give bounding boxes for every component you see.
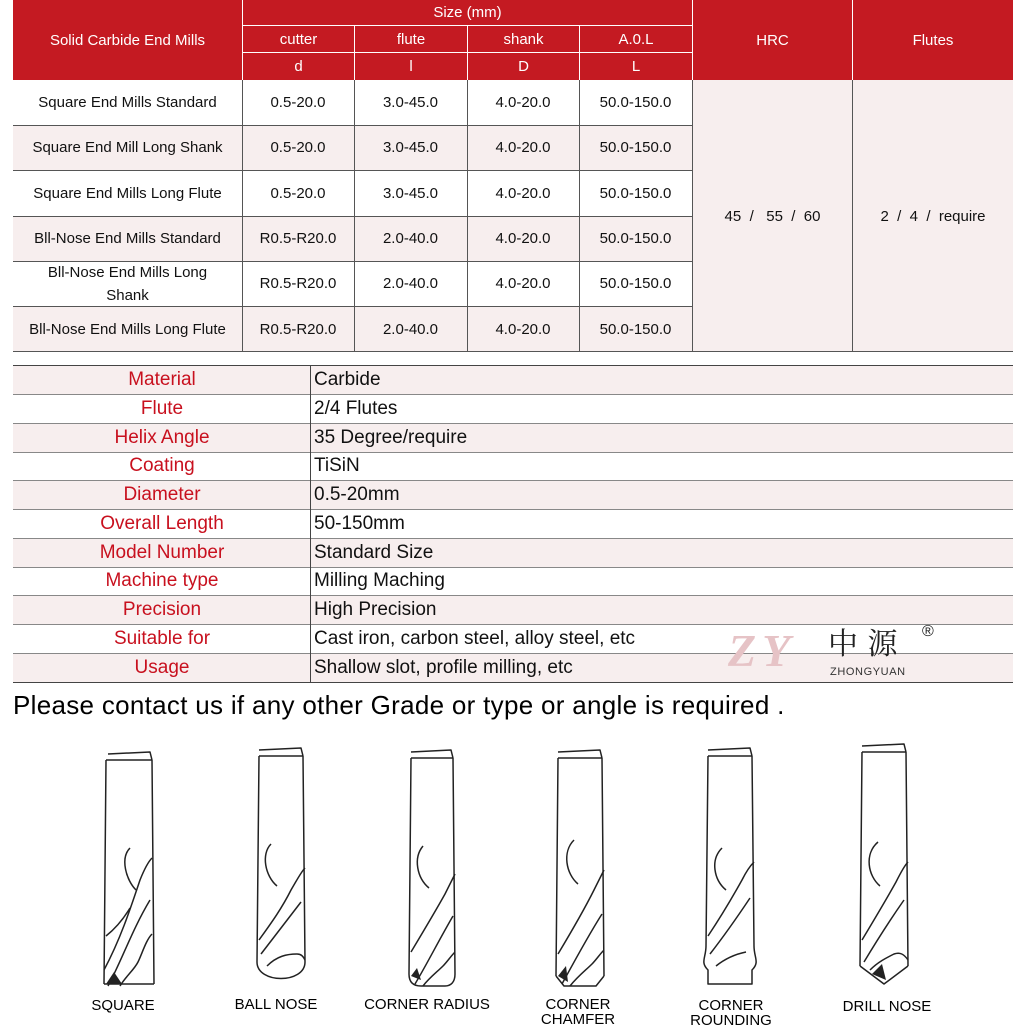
tool-label-corner-radius: CORNER RADIUS: [364, 996, 490, 1013]
spec-row: [13, 424, 1013, 453]
spec-value: 50-150mm: [314, 513, 405, 535]
row-name: Square End Mills Long Flute: [33, 184, 222, 202]
row-shank: 4.0-20.0: [495, 320, 551, 338]
row-cutter: 0.5-20.0: [270, 184, 326, 202]
row-cutter: R0.5-R20.0: [259, 230, 337, 247]
row-flute: 2.0-40.0: [382, 275, 439, 292]
spec-label: Suitable for: [113, 628, 211, 650]
size-table: [13, 0, 1013, 352]
spec-label: Overall Length: [100, 513, 224, 535]
spec-value: TiSiN: [314, 455, 360, 477]
tool-label-corner-chamfer: CORNER CHAMFER: [540, 996, 616, 1028]
spec-row: [13, 395, 1013, 424]
spec-label: Model Number: [99, 542, 225, 564]
row-name: Bll-Nose End Mills Standard: [34, 230, 221, 247]
corner-rounding-end-mill-icon: [656, 740, 806, 1000]
spec-value: High Precision: [314, 599, 437, 621]
spec-row: [13, 452, 1013, 481]
row-name: Square End Mill Long Shank: [32, 139, 223, 156]
logo-chinese: 中 源: [828, 627, 898, 662]
row-name: Square End Mills Standard: [38, 94, 217, 111]
ball-nose-end-mill-icon: [205, 740, 355, 1000]
tool-label-corner-rounding: CORNER ROUNDING: [690, 997, 772, 1029]
header-aol: A.0.L: [580, 26, 692, 52]
row-flute: 3.0-45.0: [382, 139, 439, 156]
header-cutter-symbol: d: [243, 53, 354, 80]
row-flute: 3.0-45.0: [382, 94, 439, 111]
header-shank: shank: [468, 26, 579, 52]
header-cutter: cutter: [243, 26, 354, 52]
header-hrc: HRC: [693, 0, 852, 80]
zhongyuan-logo: [728, 624, 948, 680]
spec-value: Milling Maching: [314, 570, 445, 592]
spec-value: Carbide: [314, 369, 381, 391]
row-flute: 3.0-45.0: [382, 184, 439, 202]
spec-value: Standard Size: [314, 542, 434, 564]
row-cutter: R0.5-R20.0: [259, 320, 337, 338]
spec-label: Helix Angle: [114, 427, 210, 449]
row-name: Bll-Nose End Mills Long Flute: [29, 320, 226, 338]
spec-label: Coating: [129, 455, 195, 477]
header-flute: flute: [355, 26, 467, 52]
spec-row: [13, 539, 1013, 568]
spec-row: [13, 481, 1013, 510]
row-shank: 4.0-20.0: [495, 275, 551, 292]
spec-row: [13, 366, 1013, 395]
logo-registered: ®: [922, 623, 934, 640]
spec-row: [13, 596, 1013, 625]
spec-row: [13, 567, 1013, 596]
row-cutter: 0.5-20.0: [270, 139, 326, 156]
header-aol-symbol: L: [580, 53, 692, 80]
row-aol: 50.0-150.0: [599, 94, 672, 111]
row-cutter: 0.5-20.0: [270, 94, 326, 111]
logo-mark: ZY: [728, 625, 797, 676]
tool-label-square: SQUARE: [91, 997, 155, 1014]
spec-value: 0.5-20mm: [314, 484, 400, 506]
logo-english: ZHONGYUAN: [830, 666, 906, 678]
row-aol: 50.0-150.0: [599, 139, 672, 156]
tool-label-ball-nose: BALL NOSE: [234, 996, 318, 1013]
row-name: Bll-Nose End Mills Long Shank: [47, 263, 208, 304]
header-flute-symbol: l: [355, 53, 467, 80]
row-shank: 4.0-20.0: [495, 184, 551, 202]
spec-label: Usage: [134, 657, 190, 679]
spec-value: Shallow slot, profile milling, etc: [314, 657, 573, 679]
spec-label: Machine type: [105, 570, 219, 592]
spec-value: 35 Degree/require: [314, 427, 468, 449]
row-flute: 2.0-40.0: [382, 320, 439, 338]
row-aol: 50.0-150.0: [599, 184, 672, 202]
contact-note: Please contact us if any other Grade or type or angle is required .: [13, 690, 785, 720]
spec-label: Diameter: [123, 484, 201, 506]
row-shank: 4.0-20.0: [495, 139, 551, 156]
spec-label: Flute: [140, 398, 184, 420]
header-product: Solid Carbide End Mills: [13, 0, 242, 80]
row-cutter: R0.5-R20.0: [259, 275, 337, 292]
corner-radius-end-mill-icon: [355, 740, 505, 1000]
header-size: Size (mm): [243, 0, 692, 25]
header-flutes: Flutes: [853, 0, 1013, 80]
hrc-value: 45 / 55 / 60: [724, 207, 821, 225]
square-end-mill-icon: [60, 740, 210, 1000]
spec-label: Material: [128, 369, 196, 391]
spec-label: Precision: [122, 599, 202, 621]
row-shank: 4.0-20.0: [495, 94, 551, 111]
flutes-value: 2 / 4 / require: [880, 207, 986, 225]
corner-chamfer-end-mill-icon: [504, 740, 654, 1000]
row-aol: 50.0-150.0: [599, 230, 672, 247]
tool-label-drill-nose: DRILL NOSE: [842, 998, 932, 1015]
spec-row: [13, 510, 1013, 539]
row-aol: 50.0-150.0: [599, 320, 672, 338]
spec-value: Cast iron, carbon steel, alloy steel, etc: [314, 628, 636, 650]
row-flute: 2.0-40.0: [382, 230, 439, 247]
drill-nose-end-mill-icon: [812, 740, 962, 1000]
row-shank: 4.0-20.0: [495, 230, 551, 247]
spec-value: 2/4 Flutes: [314, 398, 398, 420]
row-aol: 50.0-150.0: [599, 275, 672, 292]
header-shank-symbol: D: [468, 53, 579, 80]
